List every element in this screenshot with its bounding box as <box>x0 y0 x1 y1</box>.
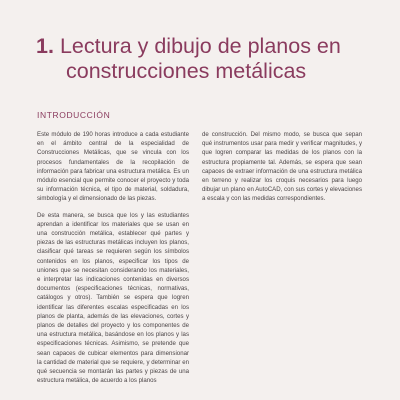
body-paragraph: de construcción. Del mismo modo, se busca que sepan qué instrumentos usar para medir y verificar magnitudes, y que logren comparar las medidas de los planos con la estructura propiamente tal. Además, se espera que sean capaces de extraer información de una estructura metálica en terreno y realizar los croquis necesarios para luego dibujar un plano en AutoCAD, con sus cortes y elevaciones a escala y con las medidas correspondientes. <box>202 131 362 203</box>
chapter-number: 1. <box>36 34 54 58</box>
body-paragraph: Este módulo de 190 horas introduce a cada estudiante en el ámbito central de la especialidad de Construcciones Metálicas, que se vincula con los procesos fundamentales de la recopilación de información para fabricar una estructura metálica. Es un módulo esencial que permite conocer el proyecto y toda su información técnica, el tipo de material, soldadura, simbología y el dimensionado de las piezas. <box>37 131 189 203</box>
body-paragraph: De esta manera, se busca que los y las estudiantes aprendan a identificar los materiales que se usan en una construcción metálica, establecer qué partes y piezas de las estructuras metálicas incluyen los planos, clasificar qué tareas se requieren según los símbolos contenidos en los planos, especificar los tipos de uniones que se necesitan considerando los materiales, e interpretar las indicaciones contenidas en diversos documentos (especificaciones técnicas, normativas, catálogos y otros). También se espera que logren identificar las diferentes escalas especificadas en los planos de planta, además de las elevaciones, cortes y planos de detalles del proyecto y los componentes de una estructura metálica, basándose en los planos y las especificaciones técnicas. Asimismo, se pretende que sean capaces de cubicar elementos para dimensionar la cantidad de material que se requiere, y determinar en qué secuencia se montarán las partes y piezas de una estructura metálica, de acuerdo a los planos <box>37 211 189 385</box>
section-heading: INTRODUCCIÓN <box>37 110 111 120</box>
body-column-right <box>202 130 362 211</box>
chapter-title-line2: construcciones metálicas <box>66 59 307 83</box>
body-column-left <box>37 130 189 392</box>
chapter-title-line1: Lectura y dibujo de planos en <box>59 34 341 58</box>
chapter-title <box>36 34 381 84</box>
